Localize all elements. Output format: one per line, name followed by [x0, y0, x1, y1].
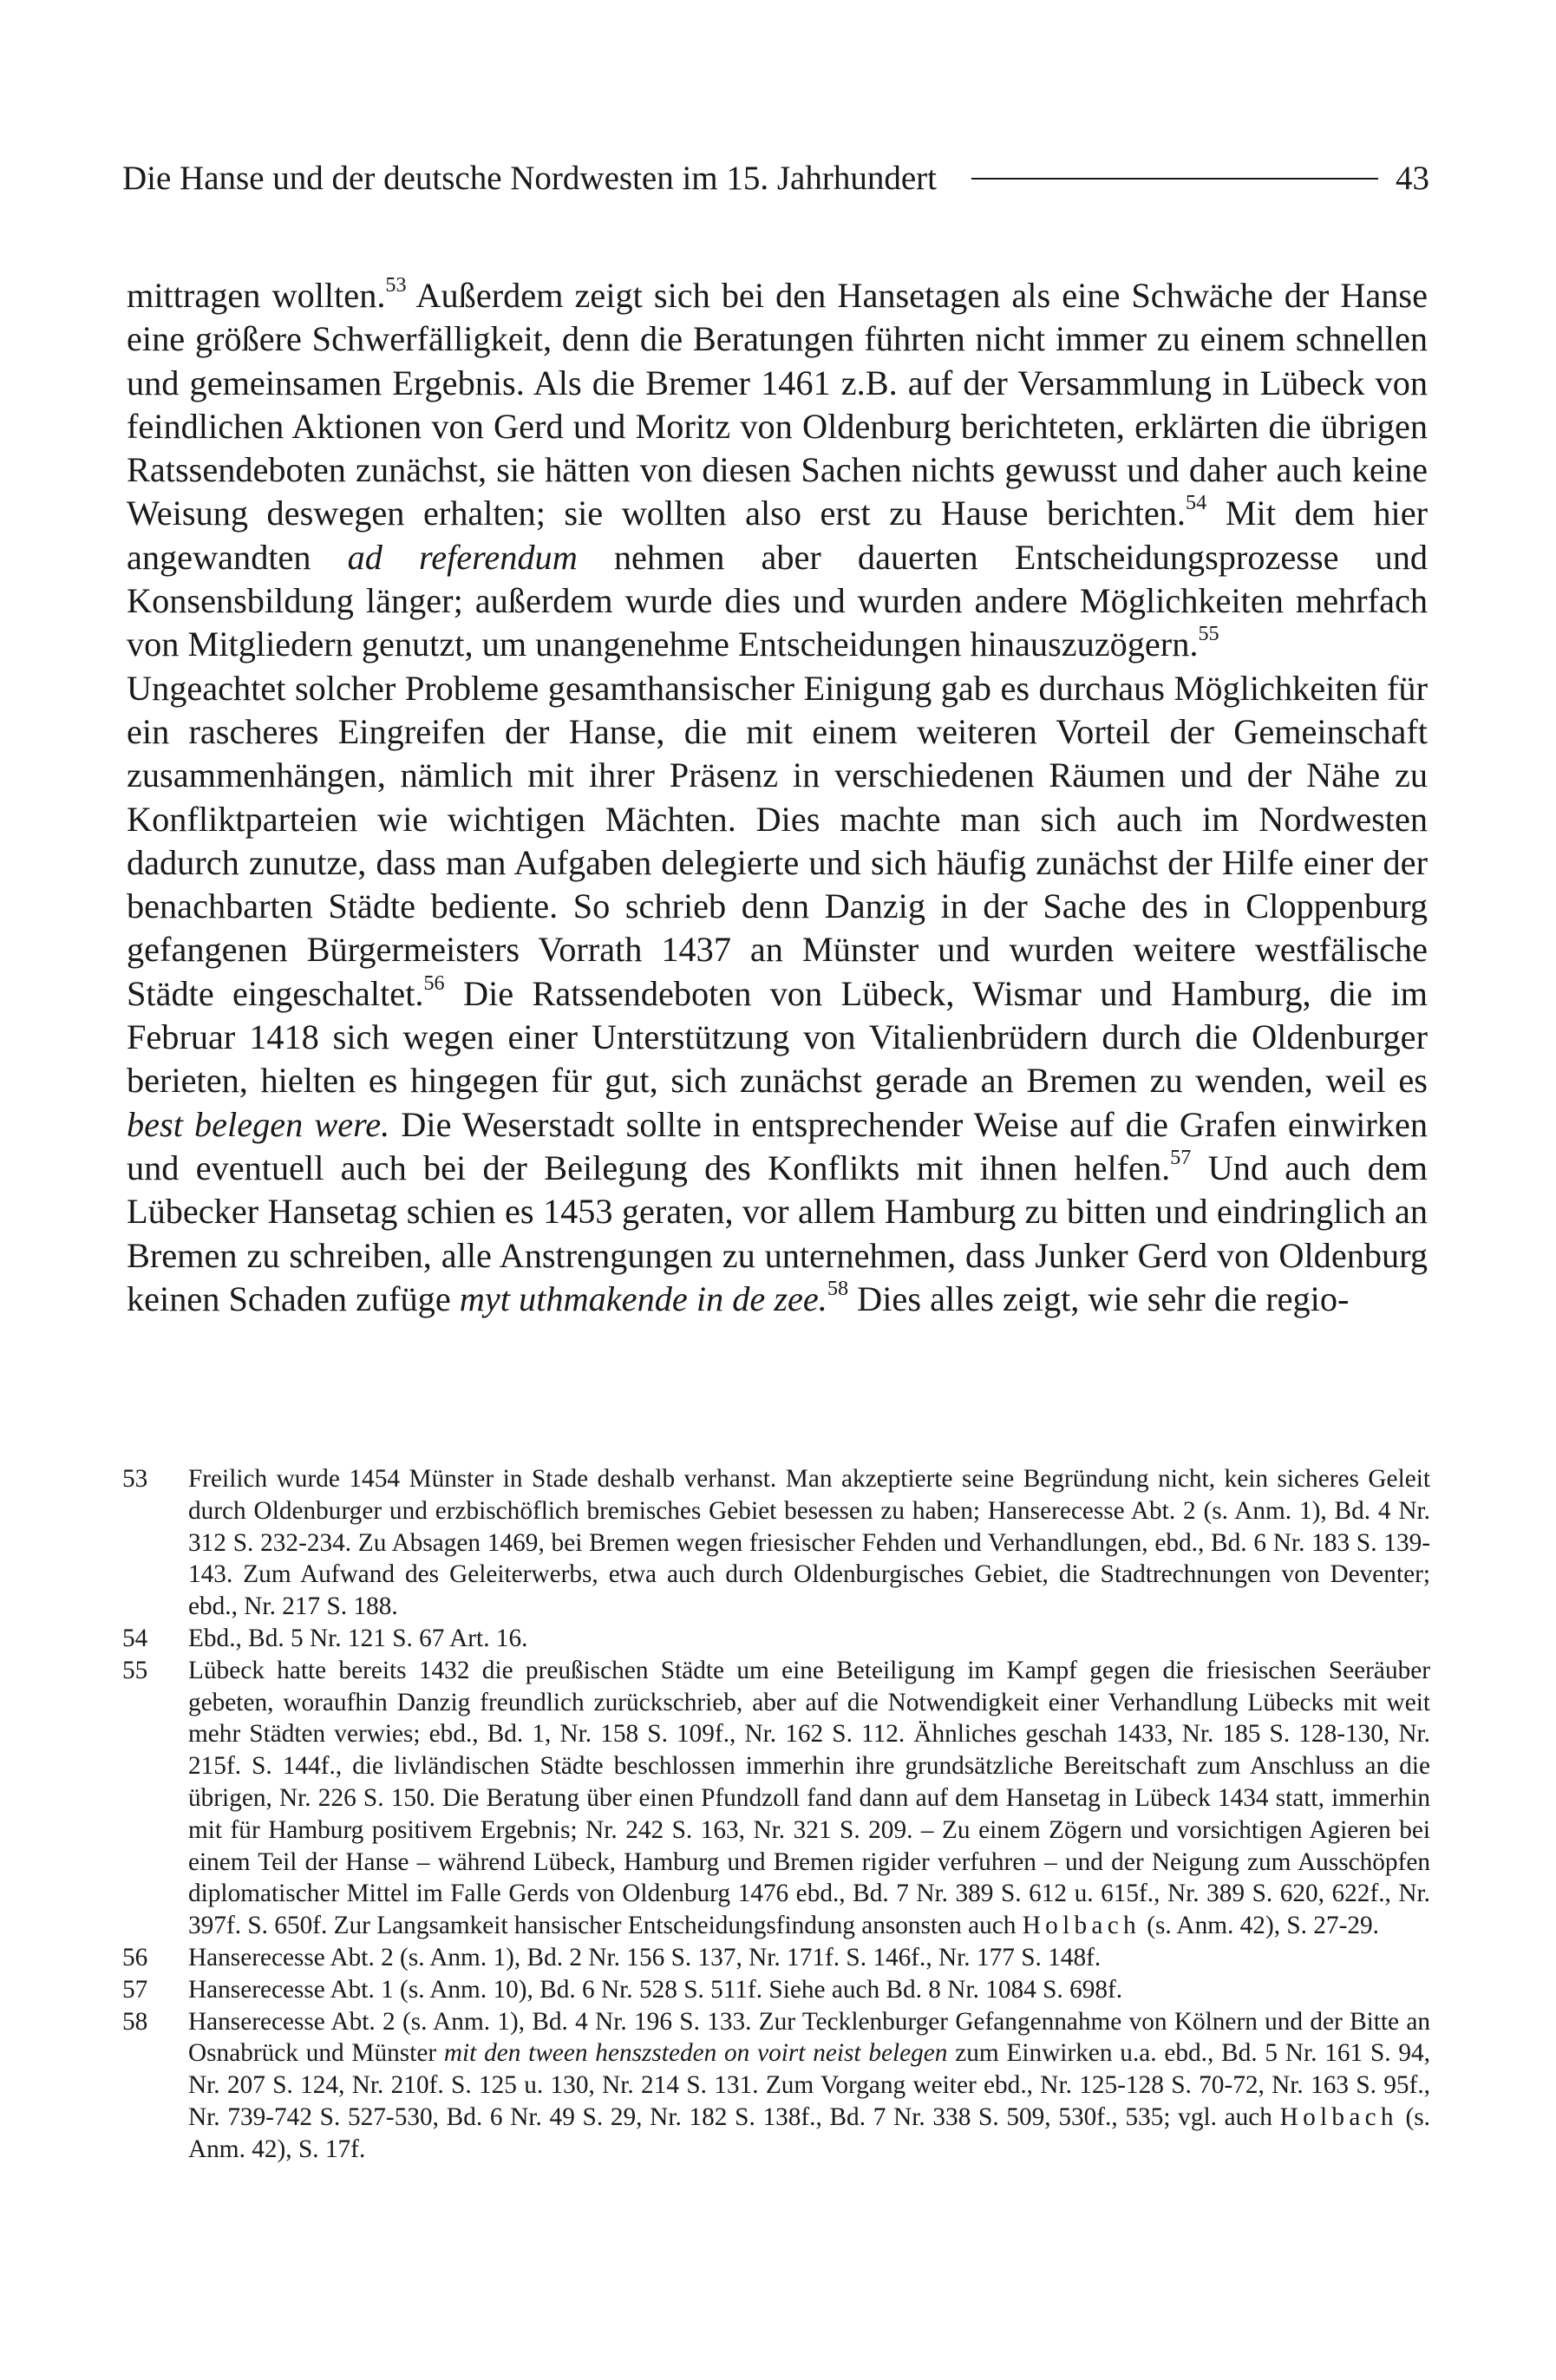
footnote-ref-57: 57 — [1170, 1145, 1192, 1169]
running-head-rule — [971, 178, 1378, 180]
footnote-54 — [122, 1623, 1430, 1655]
footnote-text: Freilich wurde 1454 Münster in Stade deshalb verhanst. Man akzeptierte seine Begründung nicht, kein sicheres Geleit durch Oldenburger und erzbischöflich bremisches Gebiet besessen zu haben; Hanserecesse Abt. 2 (s. Anm. 1), Bd. 4 Nr. 312 S. 232-234. Zu Absagen 1469, bei Bremen wegen friesischer Fehden und Verhandlungen, ebd., Bd. 6 Nr. 183 S. 139-143. Zum Aufwand des Geleiterwerbs, etwa auch durch Oldenburgisches Gebiet, die Stadtrechnungen von Deventer; ebd., Nr. 217 S. 188. — [188, 1465, 1430, 1621]
text-run: (s. Anm. 42), S. 17f. — [188, 2102, 1430, 2163]
text-run: Die Weserstadt sollte in entsprechender Weise auf die Grafen einwirken und eventuell auch bei der Beilegung des Konflikts mit ihnen helfen. — [127, 1104, 1428, 1187]
footnote-number: 58 — [122, 2007, 148, 2036]
footnote-text: Ebd., Bd. 5 Nr. 121 S. 67 Art. 16. — [188, 1624, 528, 1652]
text-run: Ungeachtet solcher Probleme gesamthansischer Einigung gab es durchaus Möglichkeiten für ein rascheres Eingreifen der Hanse, die mit einem weiteren Vorteil der Gemeinschaft zusammenhängen, nämlich mit ihrer Präsenz in verschiedenen Räumen und der Nähe zu Konfliktparteien wie wichtigen Mächten. Dies machte man sich auch im Nordwesten dadurch zunutze, dass man Aufgaben delegierte und sich häufig zunächst der Hilfe einer der benachbarten Städte bediente. So schrieb denn Danzig in der Sache des in Cloppenburg gefangenen Bürgermeisters Vorrath 1437 an Münster und wurden weitere westfälische Städte eingeschaltet. — [127, 668, 1428, 1013]
author-name: Holbach — [1279, 2102, 1398, 2131]
footnote-number: 54 — [122, 1624, 148, 1652]
footnote-ref-56: 56 — [423, 971, 445, 995]
quoted-phrase: best belegen were. — [127, 1104, 390, 1144]
text-run: (s. Anm. 42), S. 27-29. — [1140, 1912, 1379, 1940]
text-run: mittragen wollten. — [127, 276, 386, 315]
text-run: Und auch dem Lübecker Hansetag schien es 1453 geraten, vor allem Hamburg zu bitten und eindringlich an Bremen zu schreiben, alle Anstrengungen zu unternehmen, dass Junker Gerd von Oldenburg keinen Schaden zufüge — [127, 1148, 1428, 1318]
footnote-number: 56 — [122, 1943, 148, 1971]
footnote-ref-53: 53 — [385, 272, 407, 297]
footnote-56 — [122, 1942, 1430, 1974]
footnote-number: 55 — [122, 1656, 148, 1684]
text-run: zum Einwirken u.a. ebd., Bd. 5 Nr. 161 S. 94, Nr. 207 S. 124, Nr. 210f. S. 125 u. 130, Nr. 214 S. 131. Zum Vorgang weiter ebd., Nr. 125-128 S. 70-72, Nr. 163 S. 95f., Nr. 739-742 S. 527-530, Bd. 6 Nr. 49 S. 29, Nr. 182 S. 138f., Bd. 7 Nr. 338 S. 509, 530f., 535; vgl. auch — [188, 2039, 1430, 2131]
text-run: Außerdem zeigt sich bei den Hansetagen als eine Schwäche der Hanse eine größere Schwerfälligkeit, denn die Beratungen führten nicht immer zu einem schnellen und gemeinsamen Ergebnis. Als die Bremer 1461 z.B. auf der Versammlung in Lübeck von feindlichen Aktionen von Gerd und Moritz von Oldenburg berichteten, erklärten die übrigen Ratssendeboten zunächst, sie hätten von diesen Sachen nichts gewusst und daher auch keine Weisung deswegen erhalten; sie wollten also erst zu Hause berichten. — [127, 276, 1428, 533]
footnote-ref-55: 55 — [1198, 622, 1219, 646]
text-run: Die Ratssendeboten von Lübeck, Wismar und Hamburg, die im Februar 1418 sich wegen einer Unterstützung von Vitalienbrüdern durch die Oldenburger berieten, hielten es hingegen für gut, sich zunächst gerade an Bremen zu wenden, weil es — [127, 973, 1428, 1101]
footnote-57 — [122, 1974, 1430, 2006]
running-head — [122, 159, 1429, 199]
quoted-phrase: mit den tween henszsteden on voirt neist belegen — [443, 2039, 948, 2068]
footnote-58 — [122, 2006, 1430, 2166]
footnote-text: Hanserecesse Abt. 1 (s. Anm. 10), Bd. 6 Nr. 528 S. 511f. Siehe auch Bd. 8 Nr. 1084 S. 698f. — [188, 1975, 1123, 2004]
text-run: Mit dem hier angewandten — [127, 494, 1428, 577]
text-run: Hanserecesse Abt. 2 (s. Anm. 1), Bd. 4 Nr. 196 S. 133. Zur Tecklenburger Gefangennahme von Kölnern und der Bitte an Osnabrück und Münster — [188, 2007, 1430, 2068]
footnote-number: 53 — [122, 1465, 148, 1493]
text-run: Lübeck hatte bereits 1432 die preußischen Städte um eine Beteiligung im Kampf gegen die friesischen Seeräuber gebeten, woraufhin Danzig freundlich zurückschrieb, aber auf die Notwendigkeit einer Verhandlung Lübecks mit weit mehr Städten verwies; ebd., Bd. 1, Nr. 158 S. 109f., Nr. 162 S. 112. Ähnliches geschah 1433, Nr. 185 S. 128-130, Nr. 215f. S. 144f., die livländischen Städte beschlossen immerhin ihre grundsätzliche Bereitschaft zum Anschluss an die übrigen, Nr. 226 S. 150. Die Beratung über einen Pfundzoll fand dann auf dem Hansetag in Lübeck 1434 statt, immerhin mit für Hamburg positivem Ergebnis; Nr. 242 S. 163, Nr. 321 S. 209. – Zu einem Zögern und vorsichtigen Agieren bei einem Teil der Hanse – während Lübeck, Hamburg und Bremen rigider verfuhren – und der Neigung zum Ausschöpfen diplomatischer Mittel im Falle Gerds von Oldenburg 1476 ebd., Bd. 7 Nr. 389 S. 612 u. 615f., Nr. 389 S. 620, 622f., Nr. 397f. S. 650f. Zur Langsamkeit hansischer Entscheidungsfindung ansonsten auch — [188, 1656, 1430, 1940]
footnote-text: Hanserecesse Abt. 2 (s. Anm. 1), Bd. 2 Nr. 156 S. 137, Nr. 171f. S. 146f., Nr. 177 S. 148f. — [188, 1943, 1102, 1971]
quoted-phrase: myt uthmakende in de zee. — [459, 1278, 827, 1318]
paragraph-1 — [127, 274, 1428, 667]
footnote-ref-54: 54 — [1186, 491, 1207, 515]
latin-phrase: ad referendum — [347, 537, 578, 577]
footnote-number: 57 — [122, 1975, 148, 2004]
footnote-text — [188, 2006, 1430, 2166]
footnotes — [122, 1463, 1430, 2166]
author-name: Holbach — [1022, 1912, 1141, 1940]
paragraph-2 — [127, 667, 1428, 1321]
text-run: nehmen aber dauerten Entscheidungsprozesse und Konsensbildung länger; außerdem wurde dies und wurden andere Möglichkeiten mehrfach von Mitgliedern genutzt, um unangenehme Entscheidungen hinauszuzögern. — [127, 537, 1429, 664]
footnote-55 — [122, 1655, 1430, 1942]
main-text — [127, 274, 1428, 1321]
footnote-53 — [122, 1463, 1430, 1623]
footnote-ref-58: 58 — [827, 1276, 849, 1300]
running-head-title: Die Hanse und der deutsche Nordwesten im 15. Jahrhundert — [122, 160, 937, 197]
text-run: Dies alles zeigt, wie sehr die regio- — [848, 1278, 1350, 1318]
footnote-text — [188, 1655, 1430, 1942]
page-number: 43 — [1396, 160, 1429, 197]
